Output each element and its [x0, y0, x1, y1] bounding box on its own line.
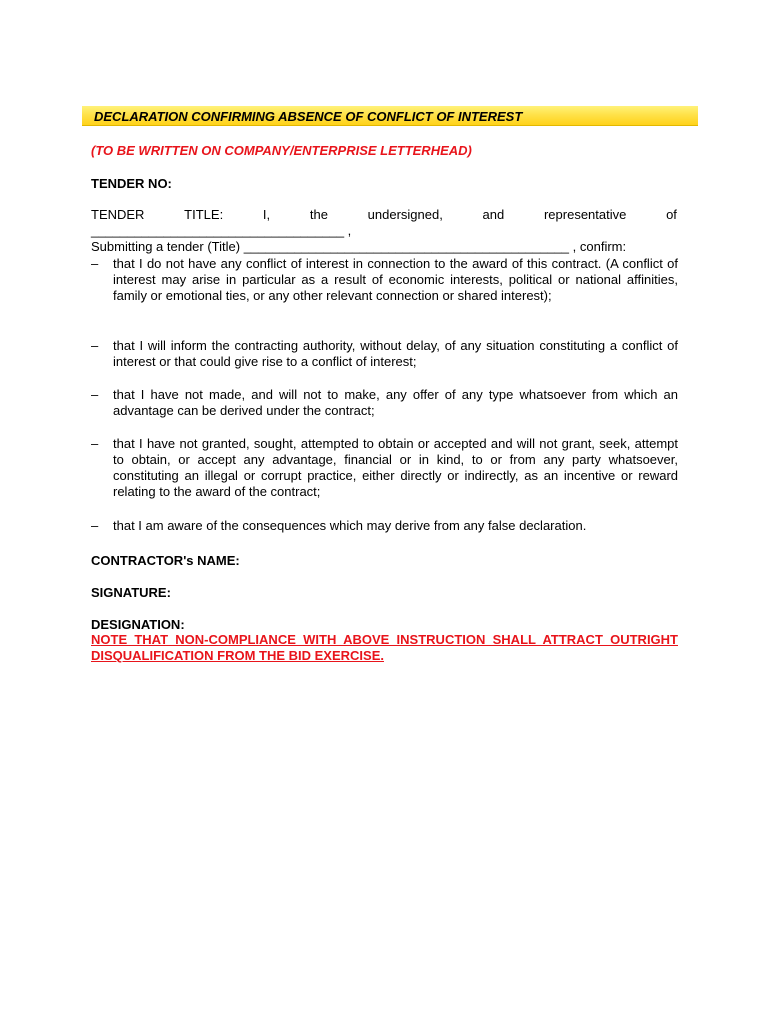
list-item [91, 338, 678, 370]
tender-word: and [482, 207, 505, 222]
list-item-text: that I have not granted, sought, attempted to obtain or accepted and will not grant, seek, attempt to obtain, or accept any advantage, financial or in kind, to or from any party whatsoever, constituting an illegal or corrupt practice, either directly or indirectly, as an incentive or reward relating to the award of the contract; [113, 436, 678, 499]
list-item [91, 256, 678, 304]
list-item [91, 387, 678, 419]
tender-word: undersigned, [367, 207, 443, 222]
designation-label: DESIGNATION: [91, 617, 185, 632]
list-item-text: that I am aware of the consequences which may derive from any false declaration. [113, 518, 587, 533]
dash-bullet: – [91, 436, 99, 451]
contractor-name-label: CONTRACTOR's NAME: [91, 553, 240, 568]
tender-word: representative [543, 207, 627, 222]
signature-label: SIGNATURE: [91, 585, 171, 600]
dash-bullet: – [91, 338, 99, 353]
tender-no-label: TENDER NO: [91, 176, 172, 191]
tender-word: TENDER [91, 207, 145, 222]
tender-word: I, [262, 207, 271, 222]
disqualification-note: NOTE THAT NON-COMPLIANCE WITH ABOVE INSTRUCTION SHALL ATTRACT OUTRIGHT DISQUALIFICATION FROM THE BID EXERCISE. [91, 632, 678, 663]
letterhead-instruction: (TO BE WRITTEN ON COMPANY/ENTERPRISE LETTERHEAD) [91, 143, 472, 158]
dash-bullet: – [91, 518, 99, 533]
list-item-text: that I will inform the contracting authority, without delay, of any situation constituting a conflict of interest or that could give rise to a conflict of interest; [113, 338, 678, 369]
list-item-text: that I have not made, and will not to make, any offer of any type whatsoever from which an advantage can be derived under the contract; [113, 387, 678, 418]
list-item-text: that I do not have any conflict of interest in connection to the award of this contract. (A conflict of interest may arise in particular as a result of economic interests, political or national affinities, family or emotional ties, or any other relevant connection or shared interest); [113, 256, 678, 303]
list-item [91, 436, 678, 500]
document-title: DECLARATION CONFIRMING ABSENCE OF CONFLICT OF INTEREST [94, 109, 523, 124]
tender-word: of [666, 207, 677, 222]
tender-word: the [309, 207, 328, 222]
tender-title-line [91, 207, 677, 223]
tender-word: TITLE: [184, 207, 224, 222]
representative-blank: ___________________________________ , [91, 223, 352, 238]
list-item [91, 518, 678, 534]
submitting-tender-line: Submitting a tender (Title) _____________________________________________ , confirm: [91, 239, 627, 254]
dash-bullet: – [91, 387, 99, 402]
title-bar [82, 106, 698, 126]
dash-bullet: – [91, 256, 99, 271]
